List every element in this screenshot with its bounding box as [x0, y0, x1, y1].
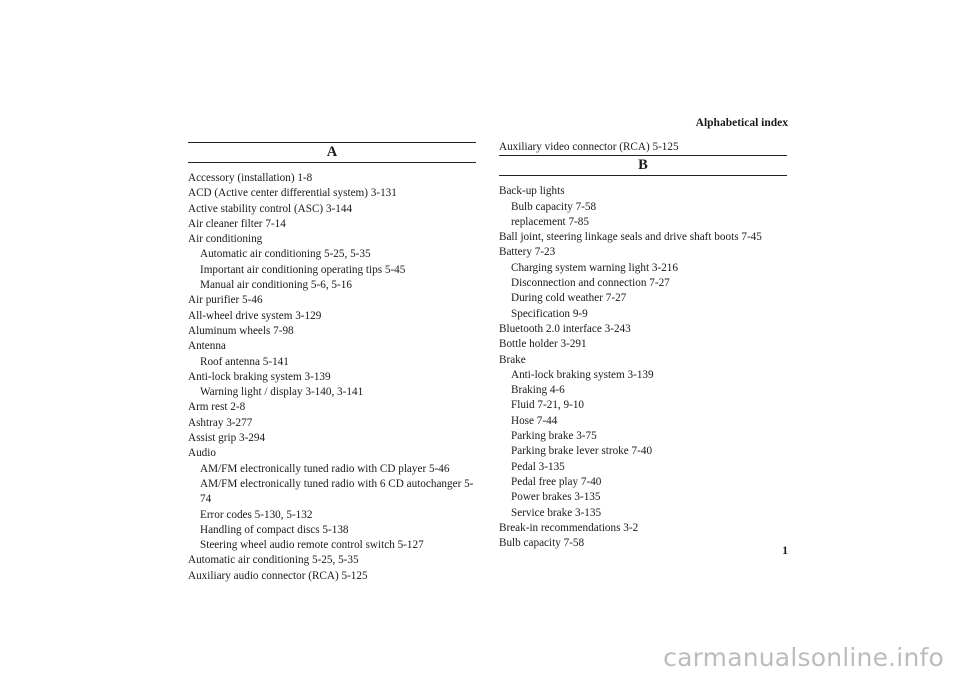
index-column-left [188, 140, 476, 584]
index-subentry: Specification 9-9 [511, 307, 588, 320]
index-subentry: Power brakes 3-135 [511, 491, 601, 504]
index-subentry: Parking brake 3-75 [511, 430, 597, 443]
section-letter-a: A [188, 142, 476, 163]
index-entry: Anti-lock braking system 3-139 [188, 370, 331, 383]
index-subentry: Braking 4-6 [511, 384, 565, 397]
index-entry: Battery 7-23 [499, 246, 556, 259]
index-entry: Brake [499, 353, 526, 366]
index-entry: Antenna [188, 340, 226, 353]
index-subentry: During cold weather 7-27 [511, 292, 627, 305]
index-subentry: Parking brake lever stroke 7-40 [511, 445, 653, 458]
watermark: carmanualsonline.info [663, 643, 944, 672]
section-letter-b: B [499, 155, 787, 176]
index-subentry: replacement 7-85 [511, 215, 589, 228]
index-entry: Ball joint, steering linkage seals and drive shaft boots 7-45 [499, 231, 762, 244]
index-subentry: Anti-lock braking system 3-139 [511, 368, 654, 381]
page-header: Alphabetical index [695, 117, 788, 129]
index-subentry: Error codes 5-130, 5-132 [200, 508, 313, 521]
index-subentry: AM/FM electronically tuned radio with 6 CD autochanger 5- [200, 477, 474, 490]
index-entry: Bluetooth 2.0 interface 3-243 [499, 322, 631, 335]
index-entry: Air purifier 5-46 [188, 294, 263, 307]
index-entry: Ashtray 3-277 [188, 416, 253, 429]
index-entry: Arm rest 2-8 [188, 401, 246, 414]
index-subentry: Automatic air conditioning 5-25, 5-35 [200, 248, 371, 261]
index-entry: Accessory (installation) 1-8 [188, 172, 313, 184]
index-entry: ACD (Active center differential system) 3-131 [188, 187, 397, 200]
index-subentry: Pedal 3-135 [511, 460, 565, 473]
index-entry: All-wheel drive system 3-129 [188, 309, 322, 322]
index-subentry: Pedal free play 7-40 [511, 475, 602, 488]
index-subentry: Disconnection and connection 7-27 [511, 277, 670, 290]
index-column-right [499, 140, 787, 551]
index-entry: Audio [188, 447, 216, 460]
index-entry: Aluminum wheels 7-98 [188, 324, 294, 337]
index-subentry: 74 [200, 493, 212, 506]
index-entry: Auxiliary audio connector (RCA) 5-125 [188, 569, 368, 582]
index-entry: Air cleaner filter 7-14 [188, 217, 286, 230]
index-entry: Bulb capacity 7-58 [499, 537, 585, 550]
index-subentry: AM/FM electronically tuned radio with CD player 5-46 [200, 462, 450, 475]
index-entry: Active stability control (ASC) 3-144 [188, 202, 353, 215]
entry-list-a [188, 171, 476, 584]
index-entry: Break-in recommendations 3-2 [499, 521, 639, 534]
index-subentry: Important air conditioning operating tips 5-45 [200, 263, 406, 276]
index-entry: Automatic air conditioning 5-25, 5-35 [188, 554, 359, 567]
index-entry: Back-up lights [499, 185, 565, 198]
index-subentry: Charging system warning light 3-216 [511, 261, 678, 274]
page-number: 1 [782, 545, 788, 557]
index-subentry: Hose 7-44 [511, 414, 558, 427]
index-entry: Air conditioning [188, 233, 263, 246]
index-subentry: Handling of compact discs 5-138 [200, 523, 349, 536]
entry-list-b [499, 184, 787, 551]
index-subentry: Service brake 3-135 [511, 506, 602, 519]
index-subentry: Steering wheel audio remote control switch 5-127 [200, 539, 424, 552]
index-subentry: Warning light / display 3-140, 3-141 [200, 386, 364, 399]
index-subentry: Fluid 7-21, 9-10 [511, 399, 585, 412]
index-entry: Assist grip 3-294 [188, 432, 266, 445]
index-subentry: Bulb capacity 7-58 [511, 200, 597, 213]
index-entry: Bottle holder 3-291 [499, 338, 587, 351]
index-subentry: Manual air conditioning 5-6, 5-16 [200, 279, 352, 292]
index-subentry: Roof antenna 5-141 [200, 355, 289, 368]
index-entry-lead: Auxiliary video connector (RCA) 5-125 [499, 141, 679, 153]
